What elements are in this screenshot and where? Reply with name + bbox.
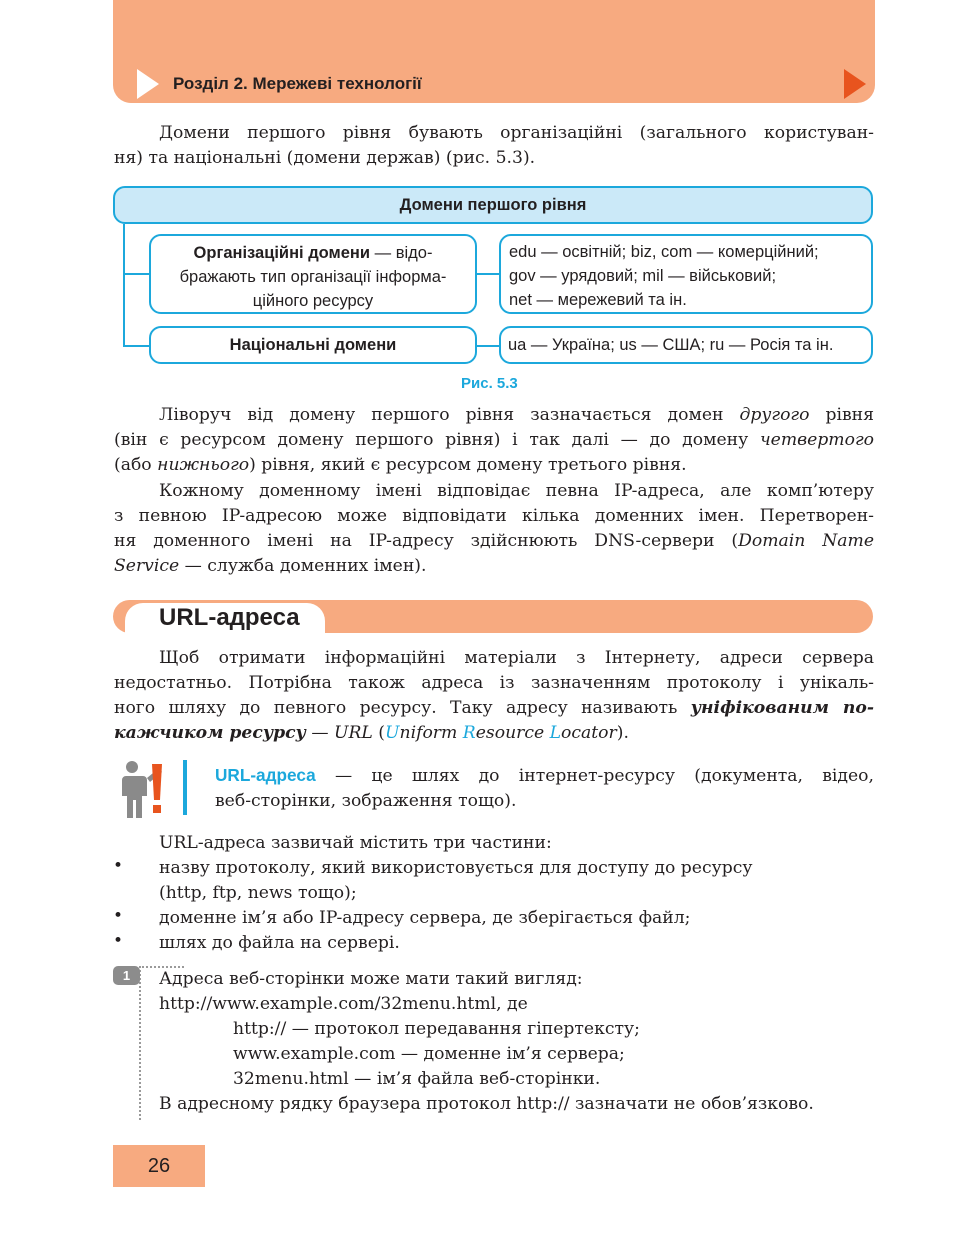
organizational-title: Організаційні домени xyxy=(193,244,371,262)
example-line: Адреса веб-сторінки може мати такий вигляд: xyxy=(159,969,583,989)
dns-line xyxy=(114,554,874,579)
levels-line xyxy=(114,428,874,453)
example-line: 32menu.html — ім’я файла веб-сторінки. xyxy=(233,1069,601,1089)
parts-item-line: назву протоколу, який використовується для доступу до ресурсу xyxy=(159,858,753,878)
definition-text xyxy=(215,763,874,814)
italic-term: Domain Name xyxy=(738,531,874,551)
text-run: (він є ресурсом домену першого рівня) і так далі — до домену xyxy=(114,430,760,450)
intro-line: ня) та національні (домени держав) (рис. 5.3). xyxy=(114,148,536,168)
diagram-root-box: Домени першого рівня xyxy=(113,186,873,224)
italic-term: Service xyxy=(114,556,180,576)
text-run: ). xyxy=(616,723,629,743)
text-run: — xyxy=(305,723,334,743)
diagram-branch-connector xyxy=(123,273,149,275)
diagram-link-connector xyxy=(477,273,499,275)
diagram-organizational-examples-box xyxy=(499,234,873,314)
text-run: ня доменного імені на IP-адресу здійснюють DNS-сервери ( xyxy=(114,531,739,551)
text-run: рівня xyxy=(809,405,874,425)
highlight-letter: R xyxy=(462,723,476,743)
url-line: Щоб отримати інформаційні матеріали з Інтернету, адреси сервера xyxy=(159,648,874,668)
diagram-link-connector xyxy=(477,345,499,347)
text-run: — це шлях до інтернет-ресурсу (документа, відео, xyxy=(315,766,874,786)
chapter-title: Розділ 2. Мережеві технології xyxy=(173,74,422,93)
organizational-desc: — відо- xyxy=(370,244,433,262)
example-line: http://www.example.com/32menu.html, де xyxy=(159,994,528,1014)
figure-caption: Рис. 5.3 xyxy=(461,375,518,392)
italic-term: URL xyxy=(334,723,373,743)
dns-line xyxy=(114,529,874,554)
levels-paragraph xyxy=(114,403,874,478)
example-line: www.example.com — доменне ім’я сервера; xyxy=(233,1044,625,1064)
organizational-desc: ційного ресурсу xyxy=(252,292,374,310)
italic-term: другого xyxy=(739,405,810,425)
dns-line: Кожному доменному імені відповідає певна IP-адреса, але комп’ютеру xyxy=(159,481,874,501)
highlight-letter: U xyxy=(385,723,400,743)
parts-item xyxy=(159,856,874,906)
bold-italic-term: уніфікованим по- xyxy=(690,698,874,718)
intro-line: Домени першого рівня бувають організаційні (загального користуван- xyxy=(159,123,874,143)
organizational-example: net — мережевий та ін. xyxy=(509,291,687,309)
diagram-organizational-box xyxy=(149,234,477,314)
header-arrow-left-icon xyxy=(137,69,159,99)
example-dotted-border xyxy=(139,966,141,1120)
dns-paragraph xyxy=(114,479,874,579)
intro-paragraph xyxy=(114,121,874,171)
text-run: Ліворуч від домену першого рівня зазначається домен xyxy=(159,405,740,425)
bullet-icon: • xyxy=(113,906,124,926)
definition-line xyxy=(215,763,874,789)
parts-item: шлях до файла на сервері. xyxy=(159,933,400,953)
italic-term: niform xyxy=(399,723,463,743)
diagram-national-examples-box: ua — Україна; us — США; ru — Росія та ін. xyxy=(499,326,873,364)
text-run: (або xyxy=(114,455,158,475)
diagram-national-box: Національні домени xyxy=(149,326,477,364)
url-line: недостатньо. Потрібна також адреса із зазначенням протоколу і унікаль- xyxy=(114,673,874,693)
italic-term: четвертого xyxy=(759,430,874,450)
organizational-example: gov — урядовий; mil — військовий; xyxy=(509,267,777,285)
bold-italic-term: кажчиком ресурсу xyxy=(114,723,306,743)
section-title: URL-адреса xyxy=(159,604,300,631)
header-arrow-right-icon xyxy=(844,69,866,99)
italic-term: ocator xyxy=(561,723,617,743)
organizational-desc: бражають тип організації інформа- xyxy=(179,268,447,286)
bullet-icon: • xyxy=(113,856,124,876)
text-run: ного шляху до певного ресурсу. Таку адресу називають xyxy=(114,698,691,718)
dns-line: з певною IP-адресою може відповідати кілька доменних імен. Перетворен- xyxy=(114,506,874,526)
example-line: http:// — протокол передавання гіпертексту; xyxy=(233,1019,640,1039)
url-paragraph xyxy=(114,646,874,746)
text-run: ( xyxy=(372,723,386,743)
parts-intro: URL-адреса зазвичай містить три частини: xyxy=(159,833,552,853)
attention-person-icon xyxy=(115,758,171,820)
italic-term: нижнього xyxy=(157,455,250,475)
example-text xyxy=(159,967,874,1117)
parts-item: доменне ім’я або IP-адресу сервера, де зберігається файл; xyxy=(159,908,691,928)
definition-line: веб-сторінки, зображення тощо). xyxy=(215,791,517,811)
diagram-trunk-connector xyxy=(123,224,125,346)
parts-item-line: (http, ftp, news тощо); xyxy=(159,883,357,903)
levels-line xyxy=(114,453,874,478)
text-run: ) рівня, який є ресурсом домену третього рівня. xyxy=(249,455,687,475)
example-line: В адресному рядку браузера протокол http:// зазначати не обов’язково. xyxy=(159,1094,814,1114)
highlight-letter: L xyxy=(549,723,562,743)
url-line xyxy=(114,696,874,721)
organizational-example: edu — освітній; biz, com — комерційний; xyxy=(509,243,819,261)
definition-term: URL-адреса xyxy=(215,765,316,785)
page-number: 26 xyxy=(147,1155,171,1177)
definition-rule xyxy=(183,760,187,815)
diagram-branch-connector xyxy=(123,345,149,347)
bullet-icon: • xyxy=(113,931,124,951)
example-number-badge: 1 xyxy=(113,966,140,985)
url-line xyxy=(114,721,874,746)
text-run: — служба доменних імен). xyxy=(179,556,427,576)
italic-term: esource xyxy=(475,723,550,743)
levels-line xyxy=(114,403,874,428)
